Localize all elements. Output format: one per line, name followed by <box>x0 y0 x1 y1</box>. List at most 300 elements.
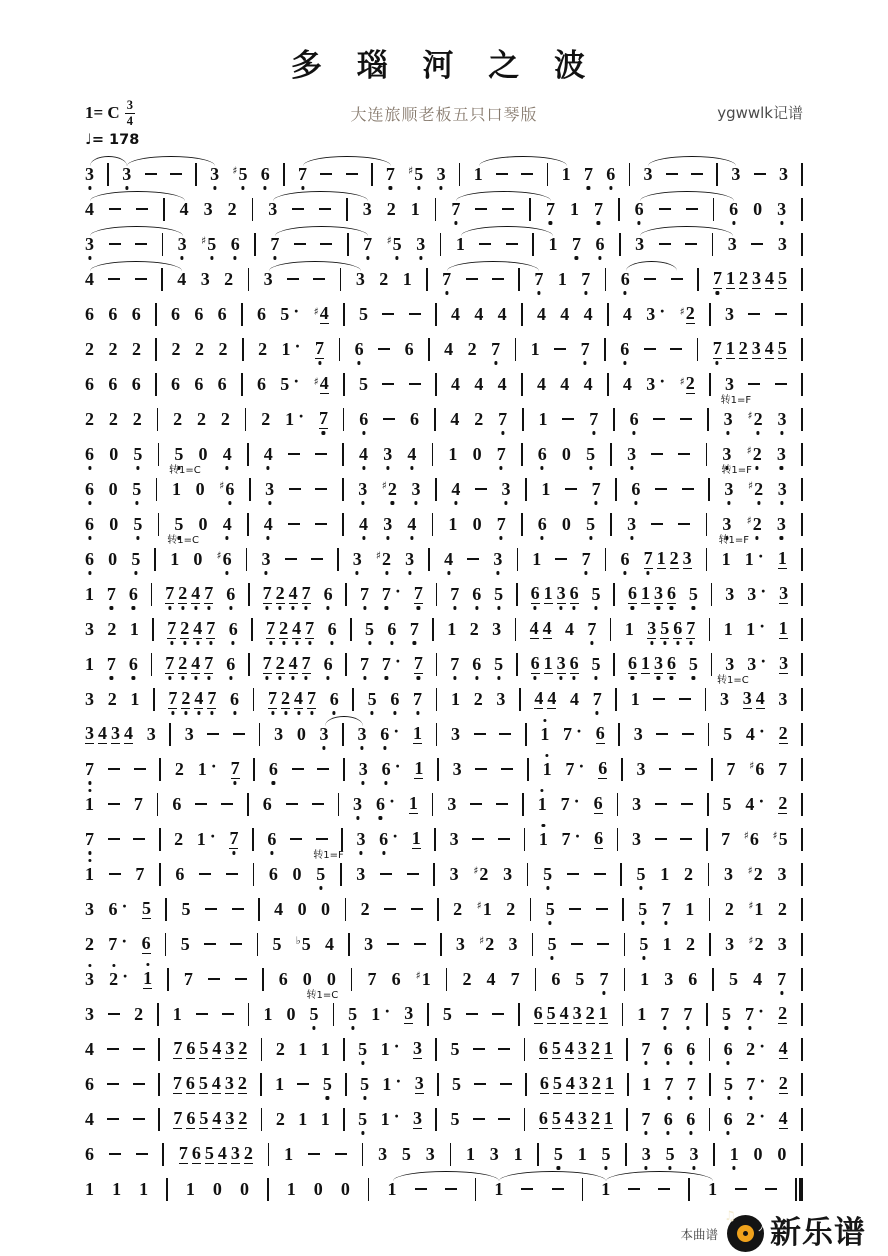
score-line <box>85 582 803 606</box>
low-octave-dot <box>322 746 325 749</box>
note <box>562 515 571 533</box>
beam-group <box>85 724 133 744</box>
note <box>604 1109 613 1129</box>
note <box>748 865 763 883</box>
low-octave-dot <box>279 606 282 609</box>
barline <box>535 968 537 991</box>
note-digit: 0 <box>777 1144 787 1164</box>
note <box>778 690 787 708</box>
note <box>726 339 735 359</box>
note-digit: 6 <box>376 795 385 813</box>
note <box>359 410 368 428</box>
note <box>635 235 644 253</box>
note-digit: 7 <box>386 165 395 183</box>
note <box>584 165 593 183</box>
note-digit: 5 <box>689 655 698 673</box>
note <box>358 1110 367 1128</box>
beam-group <box>779 654 788 674</box>
beam-group <box>319 409 328 429</box>
low-octave-dot <box>644 1131 647 1134</box>
note <box>258 340 267 358</box>
note <box>264 515 273 533</box>
duration-dash <box>383 418 395 420</box>
note <box>321 1040 330 1058</box>
duration-dash <box>445 1188 457 1190</box>
sharp-icon: ♯ <box>743 829 749 842</box>
tie-arc <box>303 156 391 166</box>
note-digit: 6 <box>175 864 185 884</box>
note-digit: 4 <box>292 619 301 639</box>
note <box>413 690 422 708</box>
note-digit: 6 <box>85 550 94 568</box>
note-digit: 5 <box>174 515 183 533</box>
note <box>447 620 456 638</box>
note-digit: 1 <box>408 793 418 813</box>
augmentation-dot: · <box>578 756 585 776</box>
low-octave-dot <box>692 676 695 679</box>
barline <box>253 863 255 886</box>
note-digit: 2 <box>685 934 695 954</box>
note <box>660 1005 669 1023</box>
note-digit: 2 <box>778 793 788 813</box>
note-digit: 5 <box>359 374 369 394</box>
meta-row <box>85 99 803 129</box>
note <box>646 301 666 324</box>
barline <box>157 408 159 431</box>
note <box>269 865 278 883</box>
barline <box>152 618 154 641</box>
barline <box>245 408 247 431</box>
note <box>231 759 240 779</box>
barline <box>433 863 435 886</box>
note <box>199 515 208 533</box>
low-octave-dot <box>385 676 388 679</box>
note <box>85 830 94 848</box>
note-digit: 4 <box>191 584 200 604</box>
note <box>85 165 94 183</box>
note <box>368 690 377 708</box>
note <box>623 375 632 393</box>
note <box>365 620 374 638</box>
note-digit: 5 <box>552 1073 562 1093</box>
note <box>726 269 735 289</box>
note-digit: 3 <box>777 234 787 254</box>
note-digit: 7 <box>315 339 324 359</box>
note <box>470 620 479 638</box>
barline <box>617 828 619 851</box>
low-octave-dot <box>267 466 270 469</box>
duration-dash <box>290 838 302 840</box>
beam-group <box>531 654 579 674</box>
note-digit: 3 <box>412 480 421 498</box>
barline <box>801 303 803 326</box>
low-octave-dot <box>689 641 692 644</box>
note-digit: 1 <box>172 479 182 499</box>
augmentation-dot: · <box>659 371 666 391</box>
note-digit: 1 <box>513 1144 523 1164</box>
barline <box>165 933 167 956</box>
barline <box>610 443 612 466</box>
barline <box>436 583 438 606</box>
note-digit: 0 <box>108 549 118 569</box>
note-digit: 5 <box>592 655 601 673</box>
note-digit: 4 <box>474 304 484 324</box>
barline <box>707 793 709 816</box>
note-digit: 4 <box>474 374 484 394</box>
score-line <box>85 757 803 781</box>
low-octave-dot <box>360 746 363 749</box>
beam-group <box>173 1074 247 1094</box>
note-digit: 6 <box>256 374 266 394</box>
note <box>359 375 368 393</box>
note-digit: 6 <box>267 830 276 848</box>
barline <box>712 968 714 991</box>
note-digit: 5 <box>602 1145 611 1163</box>
note <box>544 654 553 674</box>
low-octave-dot <box>727 1131 730 1134</box>
note <box>557 654 566 674</box>
low-octave-dot <box>496 571 499 574</box>
note <box>625 620 634 638</box>
note-digit: 2 <box>777 899 787 919</box>
note-digit: 2 <box>585 1003 595 1023</box>
note-digit: 4 <box>564 619 574 639</box>
beam-group <box>165 584 213 604</box>
barline <box>521 373 523 396</box>
augmentation-dot: · <box>758 1001 765 1021</box>
note <box>686 1110 695 1128</box>
duration-dash <box>109 208 121 210</box>
duration-dash <box>382 313 394 315</box>
score-line <box>85 232 803 256</box>
note-digit: 7 <box>178 1143 188 1163</box>
low-octave-dot <box>270 851 273 854</box>
low-octave-dot <box>602 991 605 994</box>
low-octave-dot <box>637 221 640 224</box>
barline <box>333 1003 335 1026</box>
note <box>566 1074 575 1094</box>
low-octave-dot <box>284 711 287 714</box>
note <box>544 584 553 604</box>
sharp-icon: ♯ <box>749 759 755 772</box>
note <box>551 970 560 988</box>
note-digit: 1 <box>540 725 549 743</box>
key-change-label: 转1=F <box>721 465 752 476</box>
note-digit: 3 <box>724 410 733 428</box>
beam-group <box>531 584 579 604</box>
note <box>85 235 94 253</box>
note <box>109 480 118 498</box>
note <box>205 1144 214 1164</box>
beam-group <box>713 269 787 289</box>
barline <box>337 548 339 571</box>
duration-dash <box>312 803 324 805</box>
note <box>547 689 556 709</box>
duration-dash <box>285 558 297 560</box>
note-digit: 3 <box>633 724 643 744</box>
note <box>739 269 748 289</box>
note <box>363 235 372 253</box>
tie-arc <box>127 156 215 166</box>
duration-dash <box>108 768 120 770</box>
note-digit: 3 <box>225 1038 235 1058</box>
barline <box>435 198 437 221</box>
note-digit: 1 <box>448 514 458 534</box>
note <box>194 689 203 709</box>
transcriber: ygwwlk记谱 <box>717 104 803 122</box>
note <box>109 410 118 428</box>
note <box>779 1109 788 1129</box>
note <box>185 725 194 743</box>
note-digit: 7 <box>745 1005 754 1023</box>
note-digit: 6 <box>108 899 118 919</box>
note-digit: 4 <box>294 689 303 709</box>
note <box>779 1074 788 1094</box>
note <box>627 445 636 463</box>
note-digit: 6 <box>688 969 698 989</box>
barline <box>801 653 803 676</box>
note <box>284 1145 293 1163</box>
note <box>184 970 193 988</box>
note <box>324 655 333 673</box>
note <box>226 585 235 603</box>
barline <box>610 513 612 536</box>
note-digit: 5 <box>575 969 585 989</box>
note-digit: 3 <box>437 165 446 183</box>
note <box>543 865 552 883</box>
duration-dash <box>521 1188 533 1190</box>
duration-dash <box>205 908 217 910</box>
note <box>514 1145 523 1163</box>
barline <box>801 338 803 361</box>
note-digit: 7 <box>726 759 736 779</box>
note-digit: 7 <box>107 585 116 603</box>
note <box>779 724 788 744</box>
low-octave-dot <box>447 571 450 574</box>
note-digit: 3 <box>452 759 462 779</box>
note-digit: 3 <box>146 724 156 744</box>
note <box>168 689 177 709</box>
note <box>218 375 227 393</box>
low-octave-dot <box>273 256 276 259</box>
tempo-marking <box>85 132 888 148</box>
augmentation-dot: · <box>393 721 400 741</box>
note-digit: 6 <box>261 165 270 183</box>
note-digit: 4 <box>85 269 94 289</box>
duration-dash <box>521 173 533 175</box>
duration-dash <box>552 1188 564 1190</box>
note <box>451 690 460 708</box>
note-digit: 3 <box>635 234 645 254</box>
note <box>279 970 288 988</box>
note-digit: 3 <box>647 619 656 639</box>
low-octave-dot <box>326 606 329 609</box>
high-octave-dot <box>146 963 149 966</box>
low-octave-dot <box>319 886 322 889</box>
note-digit: 4 <box>764 268 774 288</box>
note-digit: 5 <box>131 550 140 568</box>
subtitle: 大连旅顺老板五只口琴版 <box>350 105 538 124</box>
duration-dash <box>474 1083 486 1085</box>
score-line <box>85 722 803 746</box>
note-digit: 7 <box>593 690 602 708</box>
note-digit: 6 <box>85 374 94 394</box>
duration-dash <box>319 208 331 210</box>
sharp-icon: ♯ <box>679 375 685 388</box>
note-digit: 6 <box>231 235 240 253</box>
note-digit: 7 <box>450 655 459 673</box>
barline <box>801 1003 803 1026</box>
beam-group <box>743 689 765 709</box>
note <box>276 654 285 674</box>
note-digit: 6 <box>472 585 481 603</box>
note <box>778 760 787 778</box>
note-digit: 3 <box>355 269 365 289</box>
low-octave-dot <box>310 711 313 714</box>
note <box>620 340 629 358</box>
low-octave-dot <box>136 536 139 539</box>
note <box>292 619 301 639</box>
barline <box>436 653 438 676</box>
low-octave-dot <box>209 641 212 644</box>
low-octave-dot <box>181 676 184 679</box>
note <box>85 585 94 603</box>
note <box>285 406 305 429</box>
beam-group <box>142 934 151 954</box>
beam-group <box>173 1109 247 1129</box>
barline <box>253 758 255 781</box>
note-digit: 0 <box>753 199 763 219</box>
note-digit: 3 <box>496 689 506 709</box>
note <box>359 305 368 323</box>
score-line <box>85 372 803 396</box>
beam-group <box>778 549 787 569</box>
note-digit: 3 <box>263 269 273 289</box>
barline <box>524 1038 526 1061</box>
note <box>225 1109 234 1129</box>
note <box>553 1074 562 1094</box>
duration-dash <box>411 908 423 910</box>
final-barline-thick <box>799 1178 802 1201</box>
note-digit: 2 <box>669 548 679 568</box>
note <box>731 165 740 183</box>
note <box>359 760 368 778</box>
barline <box>524 828 526 851</box>
note-digit: 1 <box>172 1004 182 1024</box>
duration-dash <box>597 943 609 945</box>
score-line <box>85 850 803 886</box>
note-digit: 3 <box>184 724 194 744</box>
note-digit: 6 <box>570 654 579 674</box>
note <box>547 1004 556 1024</box>
score-line <box>85 465 803 501</box>
sharp-icon: ♯ <box>679 305 685 318</box>
sharp-icon: ♯ <box>748 899 754 912</box>
note-digit: 5 <box>358 1110 367 1128</box>
low-octave-dot <box>609 186 612 189</box>
barline <box>155 303 157 326</box>
note-digit: 4 <box>177 269 187 289</box>
note <box>414 759 423 779</box>
low-octave-dot <box>494 361 497 364</box>
low-octave-dot <box>541 536 544 539</box>
low-octave-dot <box>416 711 419 714</box>
duration-dash <box>670 348 682 350</box>
note-digit: 2 <box>754 410 763 428</box>
low-octave-dot <box>533 676 536 679</box>
barline <box>248 1003 250 1026</box>
note <box>778 269 787 289</box>
note <box>720 395 752 429</box>
note-digit: 2 <box>388 480 397 498</box>
note <box>410 620 419 638</box>
note-digit: 6 <box>172 794 182 814</box>
duration-dash <box>686 208 698 210</box>
note-digit: 3 <box>724 480 733 498</box>
note-digit: 7 <box>229 829 238 849</box>
note-digit: 1 <box>112 1179 122 1199</box>
barline <box>801 443 803 466</box>
score-line <box>85 967 803 991</box>
note <box>578 1109 587 1129</box>
note-digit: 3 <box>85 619 94 639</box>
note-digit: 1 <box>139 1179 149 1199</box>
low-octave-dot <box>233 781 236 784</box>
barline <box>350 618 352 641</box>
duration-dash <box>671 278 683 280</box>
note <box>589 410 598 428</box>
note <box>605 1074 614 1094</box>
note-digit: 7 <box>713 269 722 289</box>
note-digit: 5 <box>323 1075 332 1093</box>
note <box>777 1145 786 1163</box>
note <box>578 1039 587 1059</box>
barline <box>801 828 803 851</box>
barline <box>446 968 448 991</box>
note <box>360 585 369 603</box>
note-digit: 3 <box>265 480 274 498</box>
note <box>474 690 483 708</box>
duration-dash <box>320 243 332 245</box>
sharp-icon: ♯ <box>746 444 752 457</box>
note-digit: 1 <box>660 864 670 884</box>
note-digit: 7 <box>414 654 423 674</box>
low-octave-dot <box>232 851 235 854</box>
beam-group <box>414 654 423 674</box>
note <box>303 970 312 988</box>
duration-dash <box>235 978 247 980</box>
duration-dash <box>658 1188 670 1190</box>
duration-dash <box>594 873 606 875</box>
barline <box>437 898 439 921</box>
note <box>416 235 425 253</box>
note-digit: 3 <box>572 1003 582 1023</box>
note <box>748 935 763 953</box>
note-digit: 6 <box>595 723 605 743</box>
beam-group <box>143 969 152 989</box>
note <box>426 1145 435 1163</box>
note <box>404 1004 413 1024</box>
note <box>456 235 465 253</box>
note-digit: 6 <box>194 374 204 394</box>
note-digit: 6 <box>538 1038 548 1058</box>
note <box>204 200 213 218</box>
record-logo-icon <box>724 1209 764 1252</box>
note <box>587 620 596 638</box>
note-digit: 4 <box>745 724 755 744</box>
note-digit: 7 <box>778 759 788 779</box>
note-digit: 5 <box>638 900 647 918</box>
